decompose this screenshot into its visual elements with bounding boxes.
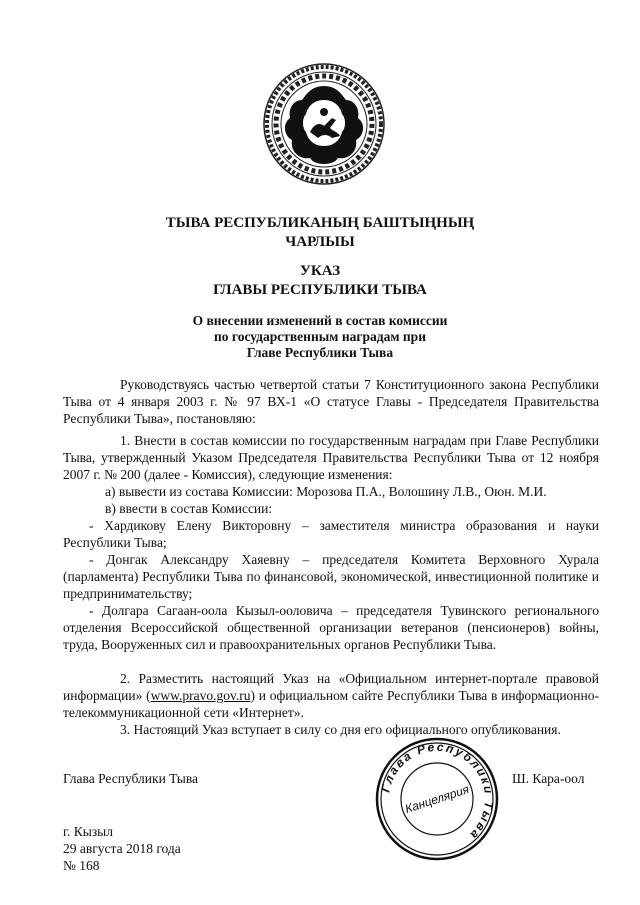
stamp-outer-text: Глава Республики Тыва (378, 739, 497, 844)
pravo-link[interactable]: www.pravo.gov.ru (150, 688, 251, 703)
subject-line3: Главе Республики Тыва (246, 345, 394, 360)
item-1-paragraph: 1. Внести в состав комиссии по государственным наградам при Главе Республики Тыва, утвержденный Указом Председателя Правительства Республики Тыва от 12 ноября 2007 г. № 200 (далее - Комиссия), следующие изменения: (63, 433, 599, 482)
header-title-line1: ТЫВА РЕСПУБЛИКАНЫҢ БАШТЫҢНЫҢ (165, 215, 475, 231)
header-title-line2: ЧАРЛЫЫ (285, 234, 355, 250)
item-2-paragraph (63, 670, 599, 721)
preamble-paragraph: Руководствуясь частью четвертой статьи 7 Конституционного закона Республики Тыва от 4 января 2003 г. № 97 ВХ-1 «О статусе Главы - Председателя Правительства Республики Тыва», постановляю: (63, 377, 599, 426)
signatory-position: Глава Республики Тыва (63, 771, 199, 786)
signing-date: 29 августа 2018 года (63, 841, 181, 856)
item-2-text-end: ) и официальном сайте Республики Тыва в информационно-телекоммуникационной сети «Интернет». (63, 688, 599, 720)
place-of-signing: г. Кызыл (63, 824, 113, 839)
person-3-paragraph: - Долгара Сагаан-оола Кызыл-ооловича – председателя Тувинского регионального отделения Всероссийской общественной организации ветеранов (пенсионеров) войны, труда, Вооруженных сил и правоохранительных органов Республики Тыва. (63, 603, 599, 652)
item-3-paragraph: 3. Настоящий Указ вступает в силу со дня его официального опубликования. (120, 722, 561, 737)
subject-line1: О внесении изменений в состав комиссии (192, 313, 448, 328)
decree-title: УКАЗ (299, 263, 341, 279)
person-2-paragraph: - Донгак Александру Хаяевну – председателя Комитета Верховного Хурала (парламента) Республики Тыва по финансовой, экономической, инвестиционной политике и предпринимательству; (63, 552, 599, 601)
signatory-name: Ш. Кара-оол (512, 771, 585, 786)
subject-line2: по государственным наградам при (214, 329, 426, 344)
decree-number: № 168 (63, 858, 100, 873)
person-1-paragraph: - Хардикову Елену Викторовну – заместителя министра образования и науки Республики Тыва; (63, 518, 599, 550)
item-2-text-start: 2. Разместить настоящий Указ на «Официальном интернет-портале правовой информации» ( (63, 671, 599, 703)
stamp-inner-text: Канцелярия (403, 782, 471, 816)
item-1a-line: а) вывести из состава Комиссии: Морозова П.А., Волошину Л.В., Оюн. М.И. (105, 484, 547, 499)
decree-subtitle: ГЛАВЫ РЕСПУБЛИКИ ТЫВА (213, 282, 427, 298)
official-stamp (374, 736, 500, 862)
tuva-emblem-icon (262, 62, 386, 186)
item-1b-line: в) ввести в состав Комиссии: (105, 501, 273, 516)
